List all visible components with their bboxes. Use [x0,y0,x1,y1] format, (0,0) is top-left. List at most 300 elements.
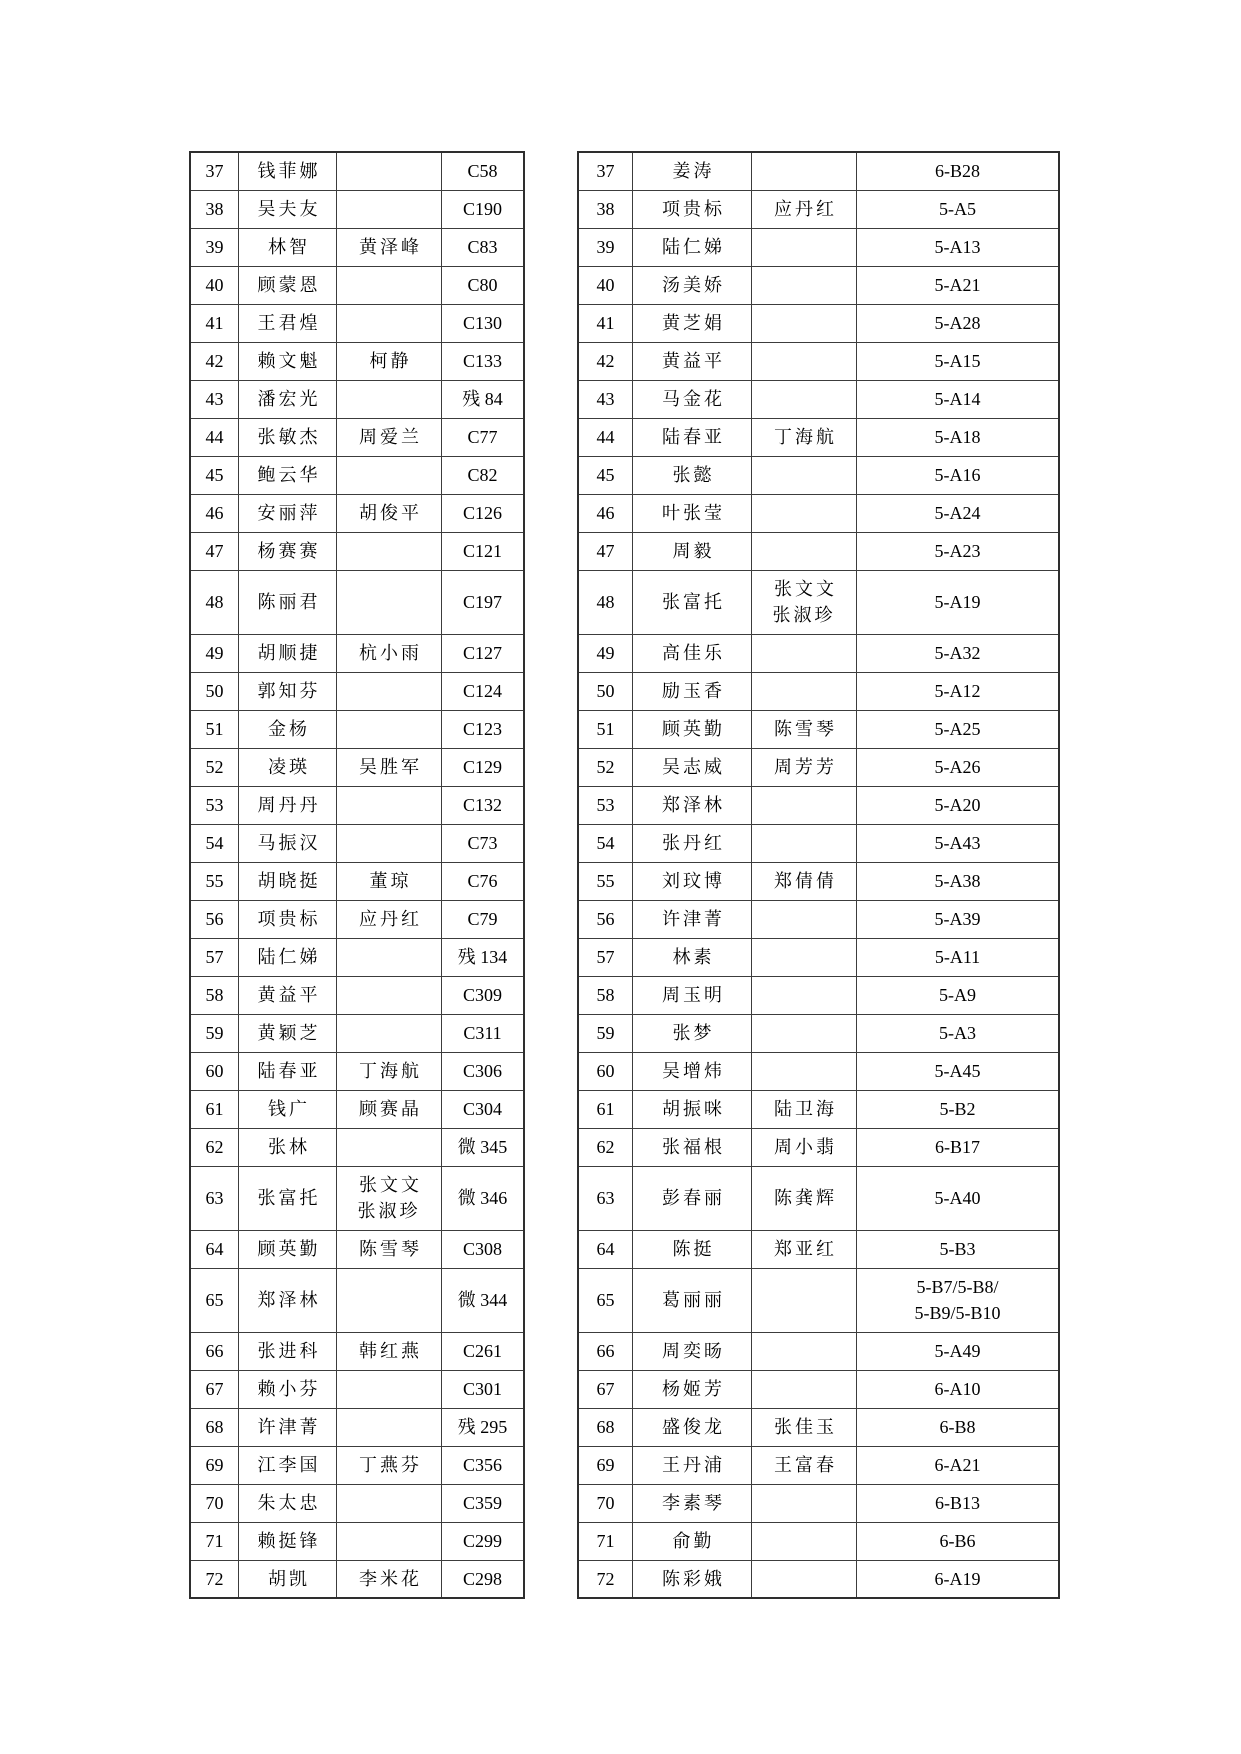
co-name-cell [752,900,857,938]
table-row [190,672,524,710]
co-name-cell: 顾赛晶 [337,1090,442,1128]
co-name-cell [752,228,857,266]
co-name-cell [752,824,857,862]
name-cell: 张懿 [633,456,752,494]
name-cell: 陆仁娣 [633,228,752,266]
code-cell: C123 [442,710,525,748]
name-cell: 杨姬芳 [633,1370,752,1408]
table-row [190,634,524,672]
code-cell: C298 [442,1560,525,1598]
row-number-cell: 63 [578,1166,633,1230]
co-name-cell: 郑亚红 [752,1230,857,1268]
name-cell: 张富托 [633,570,752,634]
row-number-cell: 40 [190,266,239,304]
row-number-cell: 41 [190,304,239,342]
co-name-cell: 应丹红 [752,190,857,228]
table-row [578,1560,1059,1598]
code-cell: C299 [442,1522,525,1560]
row-number-cell: 61 [190,1090,239,1128]
co-name-cell [752,494,857,532]
co-name-cell: 陈雪琴 [337,1230,442,1268]
name-cell: 彭春丽 [633,1166,752,1230]
table-row [578,1128,1059,1166]
row-number-cell: 37 [578,152,633,190]
code-cell: 5-A12 [857,672,1060,710]
table-row [578,228,1059,266]
code-cell: 5-A19 [857,570,1060,634]
name-cell: 黄颖芝 [239,1014,337,1052]
row-number-cell: 48 [190,570,239,634]
row-number-cell: 46 [190,494,239,532]
code-cell: C306 [442,1052,525,1090]
row-number-cell: 64 [190,1230,239,1268]
code-cell: 残 84 [442,380,525,418]
name-cell: 项贵标 [239,900,337,938]
code-cell: 6-A19 [857,1560,1060,1598]
name-cell: 周毅 [633,532,752,570]
co-name-cell [337,190,442,228]
table-row [190,1484,524,1522]
co-name-cell: 周爱兰 [337,418,442,456]
co-name-cell [337,532,442,570]
co-name-cell [337,304,442,342]
name-cell: 张敏杰 [239,418,337,456]
table-row [190,228,524,266]
table-row [190,152,524,190]
row-number-cell: 54 [578,824,633,862]
code-cell: C309 [442,976,525,1014]
co-name-cell [752,380,857,418]
table-row [578,938,1059,976]
table-row [190,1052,524,1090]
name-cell: 赖文魁 [239,342,337,380]
table-row [578,1446,1059,1484]
co-name-cell: 丁海航 [752,418,857,456]
name-cell: 王君煌 [239,304,337,342]
code-cell: 5-A28 [857,304,1060,342]
code-cell: 5-A38 [857,862,1060,900]
code-cell: C124 [442,672,525,710]
name-cell: 朱太忠 [239,1484,337,1522]
code-cell: C132 [442,786,525,824]
table-row [190,380,524,418]
table-row [578,1332,1059,1370]
name-cell: 葛丽丽 [633,1268,752,1332]
name-cell: 许津菁 [239,1408,337,1446]
row-number-cell: 42 [578,342,633,380]
row-number-cell: 67 [190,1370,239,1408]
code-cell: 6-B6 [857,1522,1060,1560]
code-cell: 5-B2 [857,1090,1060,1128]
table-row [190,494,524,532]
co-name-cell [337,1128,442,1166]
name-cell: 张福根 [633,1128,752,1166]
table-row [190,342,524,380]
name-cell: 刘玟博 [633,862,752,900]
table-row [190,1408,524,1446]
table-row [190,748,524,786]
table-row [578,304,1059,342]
co-name-cell [337,976,442,1014]
code-cell: 5-A40 [857,1166,1060,1230]
name-cell: 张丹红 [633,824,752,862]
co-name-cell [337,380,442,418]
row-number-cell: 56 [578,900,633,938]
table-row [190,710,524,748]
table-row [190,900,524,938]
name-cell: 吴增炜 [633,1052,752,1090]
co-name-cell [752,1370,857,1408]
row-number-cell: 43 [578,380,633,418]
co-name-cell: 李米花 [337,1560,442,1598]
row-number-cell: 55 [190,862,239,900]
co-name-cell: 张文文 张淑珍 [337,1166,442,1230]
code-cell: C76 [442,862,525,900]
name-cell: 汤美娇 [633,266,752,304]
name-cell: 郭知芬 [239,672,337,710]
row-number-cell: 38 [578,190,633,228]
row-number-cell: 42 [190,342,239,380]
name-cell: 胡凯 [239,1560,337,1598]
table-row [190,1560,524,1598]
row-number-cell: 37 [190,152,239,190]
table-row [190,786,524,824]
row-number-cell: 53 [578,786,633,824]
table-row [190,1370,524,1408]
row-number-cell: 62 [578,1128,633,1166]
table-row [578,634,1059,672]
row-number-cell: 44 [190,418,239,456]
code-cell: C311 [442,1014,525,1052]
name-cell: 陆春亚 [239,1052,337,1090]
name-cell: 顾蒙恩 [239,266,337,304]
code-cell: 5-A25 [857,710,1060,748]
code-cell: C133 [442,342,525,380]
co-name-cell [752,456,857,494]
row-number-cell: 64 [578,1230,633,1268]
co-name-cell: 陈雪琴 [752,710,857,748]
co-name-cell [752,976,857,1014]
co-name-cell [752,1332,857,1370]
code-cell: C121 [442,532,525,570]
code-cell: 6-B28 [857,152,1060,190]
co-name-cell: 黄泽峰 [337,228,442,266]
row-number-cell: 43 [190,380,239,418]
code-cell: C129 [442,748,525,786]
table-row [190,456,524,494]
name-cell: 钱广 [239,1090,337,1128]
co-name-cell [752,1268,857,1332]
table-row [578,342,1059,380]
row-number-cell: 66 [190,1332,239,1370]
code-cell: 6-B13 [857,1484,1060,1522]
row-number-cell: 38 [190,190,239,228]
row-number-cell: 53 [190,786,239,824]
co-name-cell: 杭小雨 [337,634,442,672]
row-number-cell: 41 [578,304,633,342]
name-cell: 陈丽君 [239,570,337,634]
row-number-cell: 59 [190,1014,239,1052]
name-cell: 林素 [633,938,752,976]
code-cell: 5-A49 [857,1332,1060,1370]
table-row [190,938,524,976]
name-cell: 林智 [239,228,337,266]
name-cell: 吴志威 [633,748,752,786]
row-number-cell: 67 [578,1370,633,1408]
code-cell: 5-A11 [857,938,1060,976]
row-number-cell: 45 [190,456,239,494]
co-name-cell [337,1522,442,1560]
table-row [190,1332,524,1370]
row-number-cell: 52 [190,748,239,786]
code-cell: C77 [442,418,525,456]
row-number-cell: 58 [578,976,633,1014]
table-row [578,1166,1059,1230]
table-row [578,266,1059,304]
code-cell: 5-A23 [857,532,1060,570]
table-row [578,900,1059,938]
row-number-cell: 60 [578,1052,633,1090]
name-cell: 吴夫友 [239,190,337,228]
co-name-cell [337,1014,442,1052]
code-cell: C301 [442,1370,525,1408]
name-cell: 金杨 [239,710,337,748]
code-cell: C308 [442,1230,525,1268]
co-name-cell: 丁海航 [337,1052,442,1090]
row-number-cell: 70 [578,1484,633,1522]
table-row [578,456,1059,494]
name-cell: 高佳乐 [633,634,752,672]
co-name-cell: 韩红燕 [337,1332,442,1370]
co-name-cell [337,672,442,710]
code-cell: 5-A9 [857,976,1060,1014]
co-name-cell [337,1408,442,1446]
co-name-cell [752,1484,857,1522]
name-cell: 陈挺 [633,1230,752,1268]
co-name-cell [337,1268,442,1332]
co-name-cell: 王富春 [752,1446,857,1484]
code-cell: 5-A14 [857,380,1060,418]
table-row [578,570,1059,634]
row-number-cell: 48 [578,570,633,634]
table-row [190,532,524,570]
code-cell: 5-A43 [857,824,1060,862]
table-row [578,1408,1059,1446]
row-number-cell: 70 [190,1484,239,1522]
code-cell: 6-A10 [857,1370,1060,1408]
name-cell: 周玉明 [633,976,752,1014]
row-number-cell: 72 [578,1560,633,1598]
row-number-cell: 52 [578,748,633,786]
table-row [578,862,1059,900]
name-cell: 许津菁 [633,900,752,938]
table-row [190,1268,524,1332]
name-cell: 陈彩娥 [633,1560,752,1598]
name-cell: 张梦 [633,1014,752,1052]
name-cell: 杨赛赛 [239,532,337,570]
table-row [190,266,524,304]
name-cell: 郑泽林 [633,786,752,824]
table-row [190,570,524,634]
name-cell: 陆春亚 [633,418,752,456]
table-row [578,1230,1059,1268]
code-cell: C73 [442,824,525,862]
code-cell: C82 [442,456,525,494]
name-cell: 胡晓挺 [239,862,337,900]
table-row [190,1090,524,1128]
row-number-cell: 68 [578,1408,633,1446]
co-name-cell [337,710,442,748]
code-cell: C126 [442,494,525,532]
row-number-cell: 57 [578,938,633,976]
co-name-cell [337,456,442,494]
row-number-cell: 54 [190,824,239,862]
co-name-cell [752,266,857,304]
name-cell: 安丽萍 [239,494,337,532]
row-number-cell: 71 [190,1522,239,1560]
co-name-cell: 郑倩倩 [752,862,857,900]
row-number-cell: 66 [578,1332,633,1370]
name-cell: 周奕旸 [633,1332,752,1370]
name-cell: 张林 [239,1128,337,1166]
row-number-cell: 39 [190,228,239,266]
code-cell: C79 [442,900,525,938]
name-cell: 凌瑛 [239,748,337,786]
code-cell: 5-A3 [857,1014,1060,1052]
co-name-cell [337,938,442,976]
co-name-cell [752,938,857,976]
code-cell: C197 [442,570,525,634]
table-row [578,1484,1059,1522]
code-cell: C58 [442,152,525,190]
code-cell: 5-A26 [857,748,1060,786]
row-number-cell: 47 [578,532,633,570]
table-row [578,710,1059,748]
co-name-cell [337,570,442,634]
name-cell: 周丹丹 [239,786,337,824]
co-name-cell: 张佳玉 [752,1408,857,1446]
co-name-cell [337,266,442,304]
table-row [578,748,1059,786]
row-number-cell: 57 [190,938,239,976]
row-number-cell: 40 [578,266,633,304]
code-cell: C359 [442,1484,525,1522]
code-cell: 6-B8 [857,1408,1060,1446]
code-cell: 5-B7/5-B8/ 5-B9/5-B10 [857,1268,1060,1332]
name-cell: 张富托 [239,1166,337,1230]
row-number-cell: 71 [578,1522,633,1560]
code-cell: C83 [442,228,525,266]
co-name-cell [337,1484,442,1522]
row-number-cell: 39 [578,228,633,266]
code-cell: C130 [442,304,525,342]
table-row [578,418,1059,456]
table-row [578,1052,1059,1090]
name-cell: 鲍云华 [239,456,337,494]
code-cell: 5-B3 [857,1230,1060,1268]
code-cell: C356 [442,1446,525,1484]
code-cell: 5-A20 [857,786,1060,824]
row-number-cell: 69 [190,1446,239,1484]
code-cell: C261 [442,1332,525,1370]
co-name-cell: 柯静 [337,342,442,380]
name-cell: 钱菲娜 [239,152,337,190]
table-row [190,1128,524,1166]
row-number-cell: 46 [578,494,633,532]
table-row [578,672,1059,710]
co-name-cell [752,786,857,824]
table-row [578,494,1059,532]
code-cell: 残 134 [442,938,525,976]
row-number-cell: 47 [190,532,239,570]
row-number-cell: 58 [190,976,239,1014]
row-number-cell: 63 [190,1166,239,1230]
name-cell: 郑泽林 [239,1268,337,1332]
table-row [578,532,1059,570]
code-cell: 5-A15 [857,342,1060,380]
name-cell: 顾英勤 [239,1230,337,1268]
co-name-cell [752,1052,857,1090]
co-name-cell [337,786,442,824]
table-row [190,1230,524,1268]
name-cell: 陆仁娣 [239,938,337,976]
name-cell: 王丹浦 [633,1446,752,1484]
code-cell: C80 [442,266,525,304]
row-number-cell: 49 [190,634,239,672]
row-number-cell: 65 [190,1268,239,1332]
row-number-cell: 69 [578,1446,633,1484]
co-name-cell: 陆卫海 [752,1090,857,1128]
code-cell: 残 295 [442,1408,525,1446]
co-name-cell [337,824,442,862]
code-cell: C127 [442,634,525,672]
name-cell: 潘宏光 [239,380,337,418]
name-cell: 盛俊龙 [633,1408,752,1446]
name-cell: 黄益平 [633,342,752,380]
code-cell: 6-B17 [857,1128,1060,1166]
co-name-cell: 董琼 [337,862,442,900]
right-roster-table [577,151,1060,1599]
name-cell: 马振汉 [239,824,337,862]
name-cell: 励玉香 [633,672,752,710]
name-cell: 赖小芬 [239,1370,337,1408]
row-number-cell: 51 [578,710,633,748]
code-cell: 微 344 [442,1268,525,1332]
table-row [190,418,524,456]
co-name-cell: 丁燕芬 [337,1446,442,1484]
code-cell: 5-A24 [857,494,1060,532]
table-row [578,1014,1059,1052]
name-cell: 叶张莹 [633,494,752,532]
code-cell: 6-A21 [857,1446,1060,1484]
table-row [578,1090,1059,1128]
table-row [578,786,1059,824]
table-row [578,190,1059,228]
name-cell: 胡顺捷 [239,634,337,672]
name-cell: 项贵标 [633,190,752,228]
co-name-cell [752,634,857,672]
co-name-cell: 应丹红 [337,900,442,938]
co-name-cell [752,1560,857,1598]
row-number-cell: 55 [578,862,633,900]
code-cell: 5-A45 [857,1052,1060,1090]
co-name-cell [337,152,442,190]
name-cell: 黄益平 [239,976,337,1014]
name-cell: 马金花 [633,380,752,418]
row-number-cell: 68 [190,1408,239,1446]
name-cell: 姜涛 [633,152,752,190]
row-number-cell: 72 [190,1560,239,1598]
